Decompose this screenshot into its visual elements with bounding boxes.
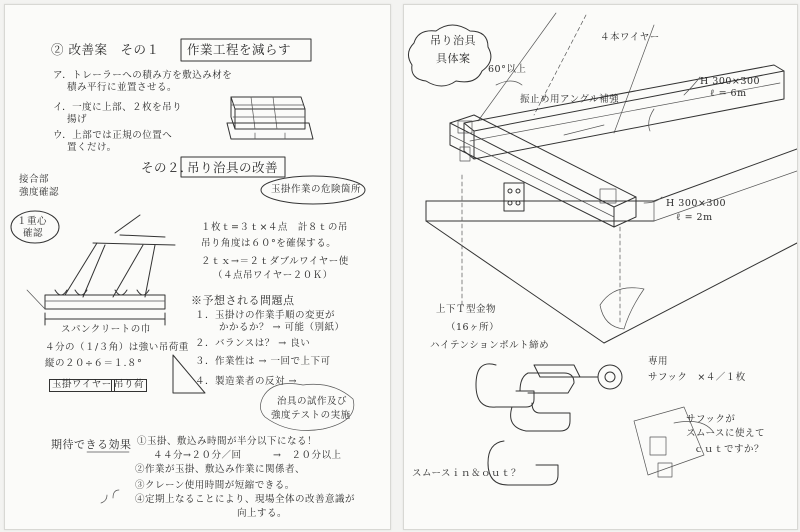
calc-line1: １枚ｔ=３ｔ×４点 計８ｔの吊 bbox=[201, 222, 348, 233]
hook-label-box-2: 吊り荷 bbox=[111, 379, 147, 392]
item-i-line1: イ．一度に上部、２枚を吊り bbox=[53, 102, 183, 113]
problem-1b: かかるか？ → 可能（別紙） bbox=[219, 322, 345, 333]
hook-sketch bbox=[476, 364, 622, 485]
heading-boxed: 作業工程を減らす bbox=[187, 42, 292, 57]
effect-1: ①玉掛、敷込み時間が半分以下になる！ bbox=[137, 436, 318, 447]
problem-1: １．玉掛けの作業手順の変更が bbox=[195, 310, 336, 321]
clamp-label-1: 上下Ｔ型金物 bbox=[436, 304, 497, 315]
special-hook-label-2: サフック ×４／１枚 bbox=[648, 372, 746, 383]
beam-long-dim-1: H 300×300 bbox=[700, 76, 761, 87]
item-i-line2: 揚げ bbox=[67, 114, 88, 125]
effect-2: ②作業が玉掛、敷込み作業に関係者、 bbox=[135, 464, 306, 475]
h-beam-cross bbox=[450, 115, 636, 227]
bubble-line3: ｃｕｔですか？ bbox=[694, 444, 765, 455]
sub-heading-2-boxed: 吊り治具の改善 bbox=[187, 160, 279, 175]
angle-line1: ４分の（１/３角）は強い吊荷重 bbox=[45, 342, 189, 353]
bubble-line2: スムースに使えて bbox=[686, 428, 766, 439]
heading-improvement-1: ② 改善案 その１ bbox=[51, 42, 160, 57]
problems-title: ※予想される問題点 bbox=[191, 294, 295, 307]
joint-label-1: 接合部 bbox=[19, 174, 50, 185]
jig-title-line1: 吊り治具 bbox=[430, 34, 476, 47]
panel-stack-sketch bbox=[227, 97, 313, 139]
smooth-question: スムースｉｎ＆ｏｕｔ？ bbox=[412, 468, 522, 479]
beam-long-dim-2: ℓ = 6m bbox=[710, 88, 747, 99]
problem-4b: 治具の試作及び bbox=[277, 396, 348, 407]
effect-4b: 向上する。 bbox=[237, 508, 288, 519]
span-width-label: スパンクリートの巾 bbox=[61, 324, 151, 335]
joint-label-2: 強度確認 bbox=[19, 187, 60, 198]
item-u-line1: ウ．上部では正規の位置へ bbox=[53, 130, 173, 141]
weight-label-1: １重心 bbox=[17, 216, 48, 227]
stopper-label: 振止め用アングル補強 bbox=[520, 94, 620, 105]
calc-line4: （４点吊ワイヤー２０Ｋ） bbox=[213, 270, 333, 281]
problem-4: ４．製造業者の反対 → bbox=[195, 376, 297, 387]
problem-3: ３．作業性は → 一回で上下可 bbox=[195, 356, 331, 367]
angle-label: 60°以上 bbox=[488, 64, 527, 75]
effects-title: 期待できる効果 bbox=[51, 438, 132, 451]
effect-1c: → ２０分以上 bbox=[273, 450, 342, 461]
problem-4c: 強度テストの実施 bbox=[271, 410, 351, 421]
right-sketch-sheet bbox=[403, 4, 798, 530]
clamp-label-3: ハイテンションボルト締め bbox=[430, 340, 550, 351]
weight-label-2: 確認 bbox=[23, 228, 44, 239]
effect-1b: ４４分→２０分／回 bbox=[153, 450, 242, 461]
calc-line2: 吊り角度は６０°を確保する。 bbox=[201, 238, 337, 249]
bubble-line1: サフックが bbox=[686, 414, 736, 425]
problem-2: ２．バランスは？ → 良い bbox=[195, 338, 311, 349]
jig-title-line2: 具体案 bbox=[436, 52, 471, 65]
wire-label: ４本ワイヤー bbox=[600, 32, 660, 43]
beam-cross-dim-2: ℓ = 2m bbox=[676, 212, 713, 223]
calc-line3: ２ｔｘ→＝２ｔダブルワイヤー使 bbox=[201, 256, 349, 267]
lifting-sketch bbox=[27, 215, 175, 325]
item-a-line2: 積み平行に並置させる。 bbox=[67, 82, 178, 93]
clamp-label-2: （16ヶ所） bbox=[446, 322, 500, 333]
sub-heading-2: その２． bbox=[141, 160, 194, 175]
item-a-line1: ア．トレーラーへの積み方を敷込み材を bbox=[53, 70, 233, 81]
left-sketch-sheet bbox=[4, 4, 391, 530]
special-hook-label-1: 専用 bbox=[648, 356, 669, 367]
effect-3: ③クレーン使用時間が短縮できる。 bbox=[135, 480, 295, 491]
hook-label-box-1: 玉掛ワイヤー bbox=[49, 379, 115, 392]
beam-cross-dim-1: H 300×300 bbox=[666, 198, 727, 209]
effect-4: ④定期上なることにより、現場全体の改善意識が bbox=[135, 494, 356, 505]
item-u-line2: 置くだけ。 bbox=[67, 142, 117, 153]
hook-danger-balloon: 玉掛作業の危険箇所 bbox=[271, 184, 362, 195]
angle-line2: 縦の２０÷６＝１.８° bbox=[45, 358, 143, 369]
